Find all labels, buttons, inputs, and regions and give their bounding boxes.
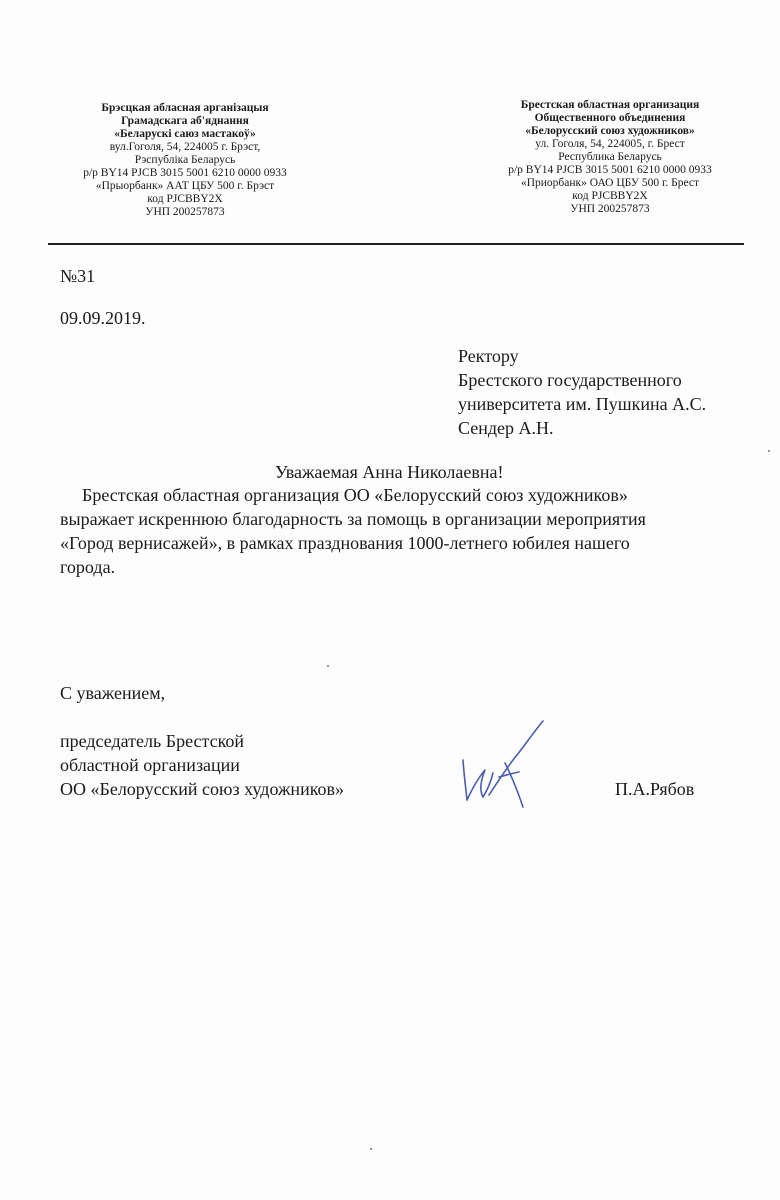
greeting: Уважаемая Анна Николаевна!: [275, 462, 504, 482]
letterhead-belarusian: [70, 102, 300, 219]
signatory-name: П.А.Рябов: [615, 779, 695, 799]
body-line-3: «Город вернисажей», в рамках празднования 1000-летнего юбилея нашего: [60, 533, 630, 553]
addressee-line-1: Ректору: [458, 346, 519, 366]
letterhead-right-line-2: Общественного объединения: [534, 112, 686, 124]
letter-body: [60, 483, 740, 579]
letter-date: 09.09.2019.: [60, 308, 146, 328]
scan-speck: [327, 665, 329, 667]
letterhead-left-line-8: код PJCBBY2X: [147, 193, 223, 205]
letterhead-right-line-5: Республика Беларусь: [558, 151, 662, 163]
letterhead-right-line-6: р/р BY14 PJCB 3015 5001 6210 0000 0933: [508, 164, 712, 176]
letterhead-russian: [500, 99, 720, 216]
addressee-line-2: Брестского государственного: [458, 370, 682, 390]
letterhead-left-line-9: УНП 200257873: [145, 206, 225, 218]
letterhead-left-line-1: Брэсцкая абласная арганізацыя: [101, 102, 269, 114]
signatory-title-line-1: председатель Брестской: [60, 731, 245, 751]
signatory-title-line-2: областной организации: [60, 755, 240, 775]
letter-number: №31: [60, 266, 96, 286]
body-line-2: выражает искреннюю благодарность за помощь в организации мероприятия: [60, 509, 646, 529]
letterhead-right-line-3: «Белорусский союз художников»: [525, 125, 695, 137]
closing: С уважением,: [60, 683, 166, 703]
letterhead-right-line-4: ул. Гоголя, 54, 224005, г. Брест: [535, 138, 685, 150]
letterhead-right-line-7: «Приорбанк» ОАО ЦБУ 500 г. Брест: [520, 177, 700, 189]
addressee-line-4: Сендер А.Н.: [458, 418, 554, 438]
scan-speck: [370, 1148, 372, 1150]
letterhead-left-line-5: Рэспубліка Беларусь: [134, 154, 236, 166]
letterhead-left-line-4: вул.Гоголя, 54, 224005 г. Брэст,: [109, 141, 261, 153]
letterhead-right-line-1: Брестская областная организация: [520, 99, 700, 111]
body-line-4: города.: [60, 557, 116, 577]
signatory-title-block: [60, 729, 344, 801]
letterhead-divider: [48, 243, 744, 245]
letterhead-right-line-9: УНП 200257873: [570, 203, 650, 215]
letterhead-left-line-6: р/р BY14 PJCB 3015 5001 6210 0000 0933: [83, 167, 287, 179]
body-line-1: Брестская областная организация ОО «Белорусский союз художников»: [82, 485, 628, 505]
scan-speck: [768, 450, 770, 452]
letterhead-left-line-3: «Беларускі саюз мастакоў»: [114, 128, 256, 140]
addressee-block: [458, 344, 706, 440]
signatory-title-line-3: ОО «Белорусский союз художников»: [60, 779, 345, 799]
letterhead-left-line-2: Грамадскага аб'яднання: [121, 115, 249, 127]
letterhead-right-line-8: код PJCBBY2X: [572, 190, 648, 202]
handwritten-signature: [455, 715, 545, 815]
letterhead-left-line-7: «Прыорбанк» ААТ ЦБУ 500 г. Брэст: [95, 180, 275, 192]
addressee-line-3: университета им. Пушкина А.С.: [458, 394, 707, 414]
